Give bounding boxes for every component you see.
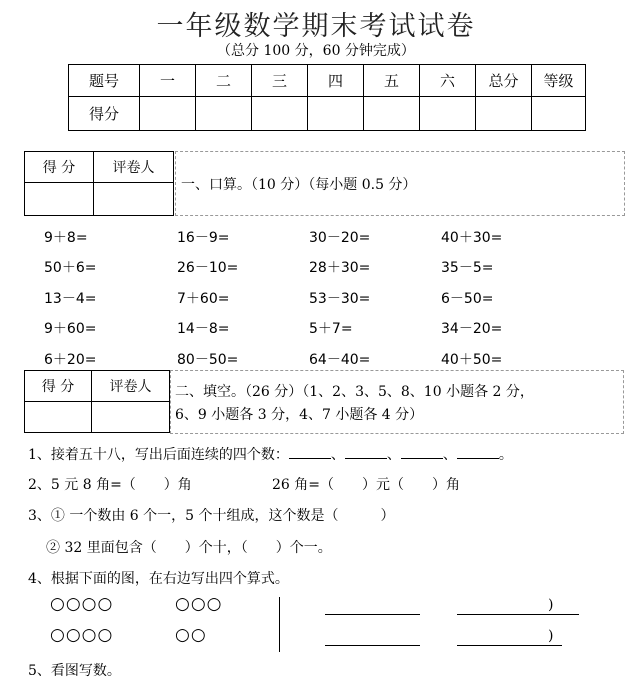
question-2a: 2、5 元 8 角=（ ）角 — [28, 477, 192, 493]
question-1-end: 。 — [498, 447, 513, 463]
answer-blank[interactable] — [289, 444, 331, 459]
arith-item: 6＋20= — [44, 352, 97, 368]
grader-score-label: 得 分 — [25, 371, 92, 402]
closing-paren: ) — [548, 597, 554, 613]
question-1-text: 1、接着五十八，写出后面连续的四个数： — [28, 447, 289, 463]
arith-item: 50＋6= — [44, 260, 97, 276]
section2-title-line1: 二、填空。（26 分）（1、2、3、5、8、10 小题各 2 分， — [175, 384, 534, 400]
score-row-label: 得分 — [69, 97, 140, 131]
arith-item: 53－30= — [309, 291, 371, 307]
page-subtitle: （总分 100 分，60 分钟完成） — [217, 43, 415, 59]
arith-item: 7＋60= — [177, 291, 230, 307]
score-table — [68, 64, 586, 131]
question-3a: 3、① 一个数由 6 个一，5 个十组成，这个数是（ ） — [28, 508, 395, 524]
answer-blank[interactable] — [345, 444, 387, 459]
question-2b: 26 角=（ ）元（ ）角 — [272, 477, 460, 493]
grader-score-label: 得 分 — [25, 152, 94, 183]
score-header-cell: 题号 — [69, 65, 140, 97]
score-input-cell[interactable] — [420, 97, 476, 131]
score-header-cell: 四 — [308, 65, 364, 97]
score-input-cell[interactable] — [140, 97, 196, 131]
circle-group: ○○○○ — [50, 594, 114, 614]
score-input-cell[interactable] — [476, 97, 532, 131]
grader-name-label: 评卷人 — [94, 152, 174, 183]
score-table-score-row — [69, 97, 586, 131]
equation-blank[interactable] — [457, 614, 579, 615]
arith-item: 14－8= — [177, 321, 230, 337]
score-input-cell[interactable] — [532, 97, 586, 131]
score-input-cell[interactable] — [196, 97, 252, 131]
closing-paren: ) — [548, 628, 554, 644]
circle-group: ○○○○ — [50, 625, 114, 645]
question-5: 5、看图写数。 — [28, 663, 121, 679]
equation-blank[interactable] — [325, 614, 420, 615]
arith-item: 40＋30= — [441, 230, 503, 246]
arith-item: 30－20= — [309, 230, 371, 246]
score-input-cell[interactable] — [308, 97, 364, 131]
page-title: 一年级数学期末考试试卷 — [156, 11, 476, 42]
arith-item: 26－10= — [177, 260, 239, 276]
arith-item: 80－50= — [177, 352, 239, 368]
equation-blank[interactable] — [325, 645, 420, 646]
score-header-cell: 二 — [196, 65, 252, 97]
grader-score-cell[interactable] — [25, 402, 92, 433]
score-header-cell: 六 — [420, 65, 476, 97]
circle-group: ○○ — [175, 625, 207, 645]
score-header-cell: 总分 — [476, 65, 532, 97]
section2-title-line2: 6、9 小题各 3 分，4、7 小题各 4 分） — [175, 407, 424, 423]
score-header-cell: 三 — [252, 65, 308, 97]
arith-item: 40＋50= — [441, 352, 503, 368]
answer-blank[interactable] — [457, 444, 499, 459]
arith-item: 34－20= — [441, 321, 503, 337]
score-header-cell: 等级 — [532, 65, 586, 97]
score-input-cell[interactable] — [252, 97, 308, 131]
equation-blank[interactable] — [457, 645, 562, 646]
section1-title: 一、口算。（10 分）（每小题 0.5 分） — [181, 177, 417, 193]
arith-item: 13－4= — [44, 291, 97, 307]
arith-item: 5＋7= — [309, 321, 353, 337]
score-header-cell: 一 — [140, 65, 196, 97]
section2-title-box — [170, 370, 624, 434]
grader-name-cell[interactable] — [92, 402, 170, 433]
question-4: 4、根据下面的图，在右边写出四个算式。 — [28, 571, 289, 587]
arith-item: 28＋30= — [309, 260, 371, 276]
question-3b: ② 32 里面包含（ ）个十，（ ）个一。 — [46, 540, 332, 556]
arith-item: 6－50= — [441, 291, 494, 307]
circle-group: ○○○ — [175, 594, 223, 614]
arith-item: 64－40= — [309, 352, 371, 368]
question-1: 1、接着五十八，写出后面连续的四个数： 、 、 、 。 — [28, 444, 513, 464]
section2-grader-table — [24, 370, 170, 433]
score-input-cell[interactable] — [364, 97, 420, 131]
section1-grader-table — [24, 151, 174, 216]
score-table-header-row — [69, 65, 586, 97]
arith-item: 16－9= — [177, 230, 230, 246]
grader-name-cell[interactable] — [94, 183, 174, 216]
arith-item: 35－5= — [441, 260, 494, 276]
grader-name-label: 评卷人 — [92, 371, 170, 402]
grader-score-cell[interactable] — [25, 183, 94, 216]
divider-line — [279, 597, 280, 652]
answer-blank[interactable] — [401, 444, 443, 459]
score-header-cell: 五 — [364, 65, 420, 97]
arith-item: 9＋8= — [44, 230, 88, 246]
arith-item: 9＋60= — [44, 321, 97, 337]
